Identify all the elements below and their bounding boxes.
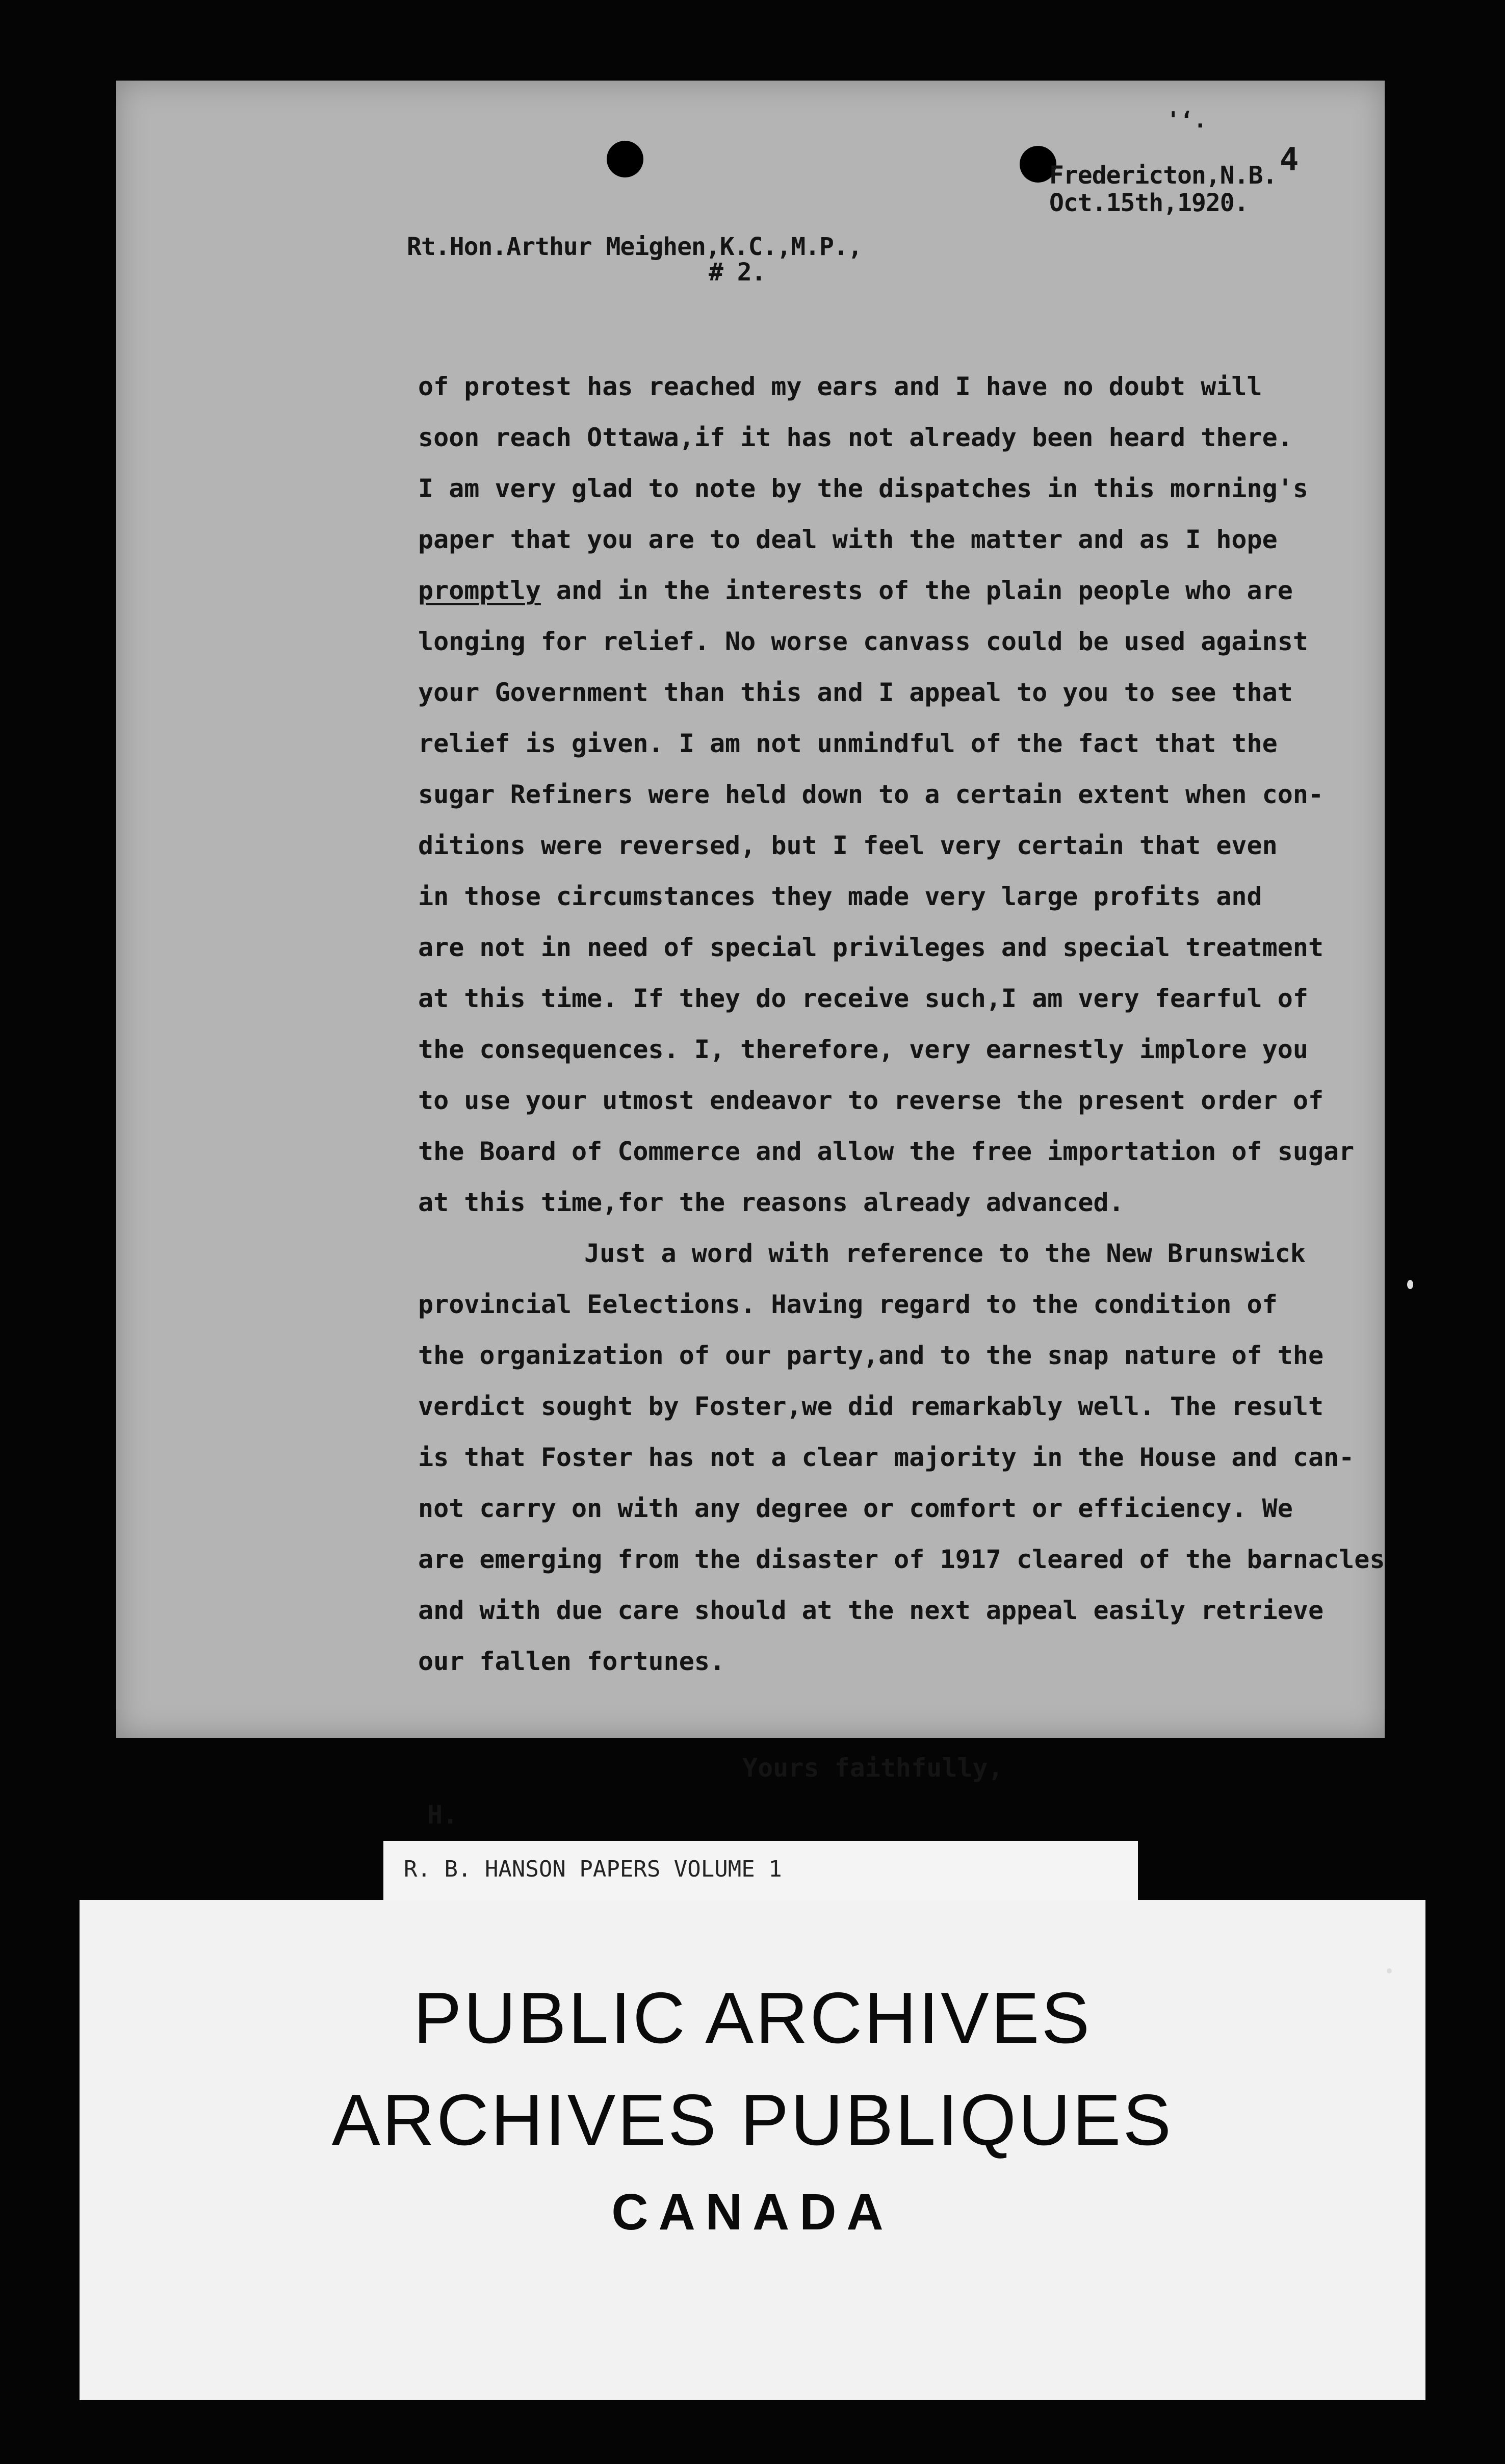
letter-line: to use your utmost endeavor to reverse the present order of [418, 1086, 1324, 1115]
page-mark: 4 [1280, 141, 1299, 178]
letter-line: I am very glad to note by the dispatches in this morning's [418, 474, 1308, 503]
archive-card [80, 1900, 1425, 2400]
letter-line: the organization of our party,and to the snap nature of the [418, 1341, 1324, 1370]
letter-line: sugar Refiners were held down to a certain extent when con- [418, 780, 1324, 809]
archive-title-french: ARCHIVES PUBLIQUES [331, 2080, 1174, 2161]
letter-line: soon reach Ottawa,if it has not already been heard there. [418, 423, 1293, 452]
letter-sheet [116, 81, 1385, 1830]
letter-line: in those circumstances they made very large profits and [418, 882, 1262, 911]
letter-line: at this time,for the reasons already advanced. [418, 1188, 1124, 1217]
letter-line: longing for relief. No worse canvass could be used against [418, 627, 1308, 656]
letter-closing: Yours faithfully, [742, 1753, 1003, 1783]
letter-addressee: Rt.Hon.Arthur Meighen,K.C.,M.P., [407, 233, 862, 261]
letter-line: ditions were reversed, but I feel very certain that even [418, 831, 1278, 860]
letter-line: your Government than this and I appeal to you to see that [418, 678, 1293, 707]
letter-line: Just a word with reference to the New Brunswick [584, 1239, 1306, 1268]
letter-place: Fredericton,N.B. [1049, 161, 1277, 190]
film-speck [1387, 1968, 1392, 1973]
letter-page-number: # 2. [709, 258, 766, 287]
punch-hole-left [607, 141, 643, 177]
letter-line: verdict sought by Foster,we did remarkably well. The result [418, 1392, 1324, 1421]
film-speck [1407, 1280, 1413, 1289]
letter-initial: H. [427, 1800, 458, 1830]
letter-line: not carry on with any degree or comfort or efficiency. We [418, 1494, 1293, 1523]
letter-line: are emerging from the disaster of 1917 cleared of the barnacles [418, 1545, 1385, 1574]
letter-body [418, 361, 1387, 1687]
letter-line: are not in need of special privileges and special treatment [418, 933, 1324, 962]
archive-title-english: PUBLIC ARCHIVES [413, 1978, 1092, 2059]
letter-line: and with due care should at the next appeal easily retrieve [418, 1596, 1324, 1625]
letter-line: our fallen fortunes. [418, 1647, 725, 1676]
letter-line: paper that you are to deal with the matter and as I hope [418, 525, 1278, 554]
tick-marks: '‘. [1166, 107, 1207, 133]
letter-date: Oct.15th,1920. [1049, 189, 1249, 217]
letter-line: of protest has reached my ears and I have no doubt will [418, 372, 1262, 401]
line-text: and in the interests of the plain people who are [540, 576, 1293, 605]
letter-line: at this time. If they do receive such,I am very fearful of [418, 984, 1308, 1013]
archive-country: CANADA [611, 2184, 894, 2241]
underlined-word: promptly [418, 576, 541, 605]
letter-line [418, 565, 1387, 616]
collection-label-text: R. B. HANSON PAPERS VOLUME 1 [404, 1856, 782, 1882]
letter-line: is that Foster has not a clear majority in the House and can- [418, 1443, 1355, 1472]
letter-line: the consequences. I, therefore, very earnestly implore you [418, 1035, 1308, 1064]
letter-line: relief is given. I am not unmindful of the fact that the [418, 729, 1278, 758]
letter-line: the Board of Commerce and allow the free importation of sugar [418, 1137, 1355, 1166]
collection-label [383, 1841, 1138, 1901]
letter-line: provincial Eelections. Having regard to the condition of [418, 1290, 1278, 1319]
